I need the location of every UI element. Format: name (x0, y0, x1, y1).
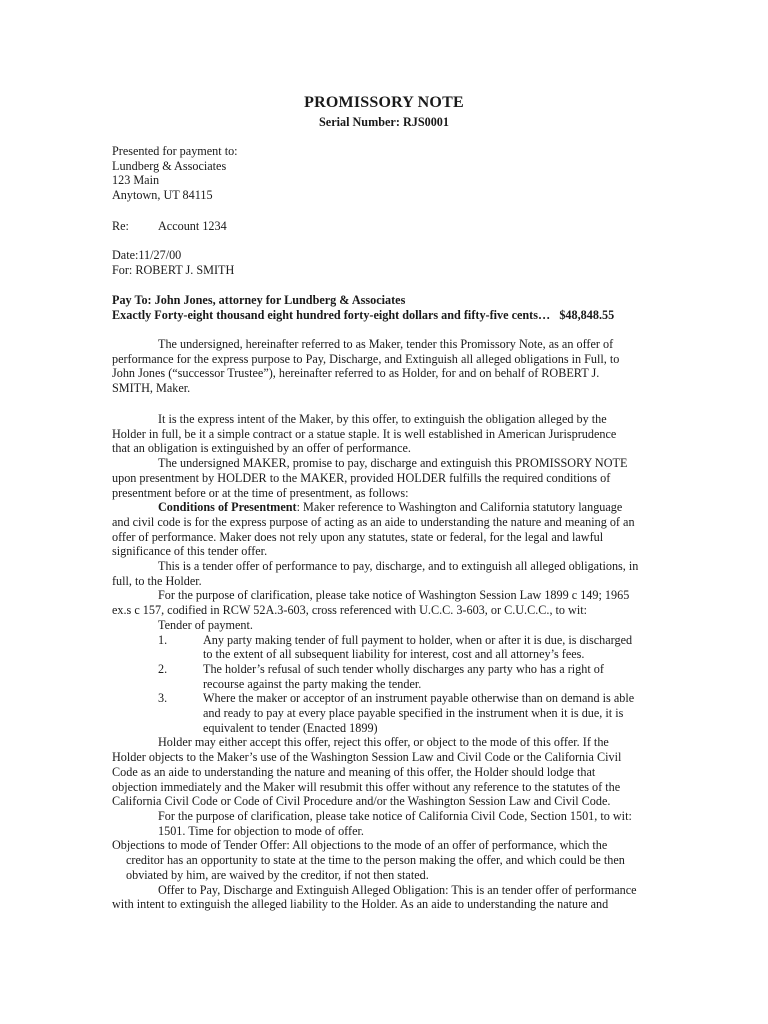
paragraph-line: objection immediately and the Maker will resubmit this offer without any reference to the statutes of the (112, 779, 621, 794)
list-item (112, 662, 657, 691)
paragraph-line: This is a tender offer of performance to pay, discharge, and to extinguish all alleged obligations, in (158, 559, 639, 574)
paragraph-line: with intent to extinguish the alleged liability to the Holder. As an aide to understanding the nature and (112, 897, 609, 912)
date-for-block (112, 248, 657, 277)
paragraph-line: that an obligation is extinguished by an offer of performance. (112, 441, 411, 456)
list-line: The holder’s refusal of such tender wholly discharges any party who has a right of (203, 661, 604, 676)
paragraph-line: Holder may either accept this offer, reject this offer, or object to the mode of this offer. If the (158, 735, 609, 750)
serial-number: Serial Number: RJS0001 (319, 115, 449, 129)
address-line: Anytown, UT 84115 (112, 188, 213, 203)
list-line: Any party making tender of full payment to holder, when or after it is due, is discharged (203, 632, 633, 647)
amount-words: Exactly Forty-eight thousand eight hundred forty-eight dollars and fifty-five cents… (112, 307, 551, 322)
document-title: PROMISSORY NOTE (304, 94, 464, 111)
paragraph-line: The undersigned MAKER, promise to pay, discharge and extinguish this PROMISSORY NOTE (158, 456, 628, 471)
paragraph-line (112, 500, 657, 515)
list-line: Where the maker or acceptor of an instrument payable otherwise than on demand is able (203, 691, 635, 706)
conditions-label: Conditions of Presentment (158, 500, 297, 515)
paragraph-line: presentment before or at the time of presentment, as follows: (112, 485, 409, 500)
paragraph-line: obviated by him, are waived by the creditor, if not then stated. (126, 867, 429, 882)
list-line: equivalent to tender (Enacted 1899) (203, 720, 378, 735)
address-line: 123 Main (112, 173, 160, 188)
list-item (112, 633, 657, 662)
re-line (112, 219, 657, 234)
paragraph-line: Offer to Pay, Discharge and Extinguish Alleged Obligation: This is an tender offer of performance (158, 882, 637, 897)
paragraph-line: offer of performance. Maker does not rely upon any statutes, state or federal, for the legal and lawful (112, 529, 604, 544)
paragraph-line: full, to the Holder. (112, 573, 202, 588)
pay-to-line: Pay To: John Jones, attorney for Lundberg & Associates (112, 293, 406, 307)
paragraph-line: John Jones (“successor Trustee”), hereinafter referred to as Holder, for and on behalf of ROBERT J. (112, 366, 600, 381)
date-line: Date:11/27/00 (112, 248, 182, 262)
list-item (112, 691, 657, 735)
paragraph-line: creditor has an opportunity to state at the time to the person making the offer, and which could be then (126, 853, 625, 868)
re-value: Account 1234 (158, 219, 227, 233)
presented-heading: Presented for payment to: (112, 144, 238, 158)
amount-line (112, 308, 657, 323)
paragraph-line: ex.s c 157, codified in RCW 52A.3-603, cross referenced with U.C.C. 3-603, or C.U.C.C., to wit: (112, 603, 588, 618)
paragraph-line: and civil code is for the express purpose of acting as an aide to understanding the nature and meaning of an (112, 514, 635, 529)
paragraph-maker-tender (112, 337, 657, 396)
paragraph-line: upon presentment by HOLDER to the MAKER, provided HOLDER fulfills the required conditions of (112, 470, 611, 485)
list-line: to the extent of all subsequent liability for interest, cost and all attorney’s fees. (203, 647, 585, 662)
paragraph-line: For the purpose of clarification, please take notice of Washington Session Law 1899 c 149; 1965 (158, 588, 630, 603)
paragraph-line: significance of this tender offer. (112, 544, 268, 559)
list-number: 2. (158, 661, 168, 676)
paragraph-line: performance for the express purpose to Pay, Discharge, and Extinguish all alleged obligations in Full, to (112, 351, 620, 366)
address-line: Lundberg & Associates (112, 158, 227, 173)
paragraph-line: Holder in full, be it a simple contract or a statue staple. It is well established in American Jurisprudence (112, 426, 617, 441)
paragraph-line: For the purpose of clarification, please take notice of California Civil Code, Section 1501, to wit: (158, 808, 632, 823)
list-line: recourse against the party making the tender. (203, 676, 422, 691)
conditions-text: : Maker reference to Washington and California statutory language (296, 500, 623, 515)
paragraph-express-intent (112, 412, 657, 912)
re-label: Re: (112, 219, 129, 233)
tender-heading: Tender of payment. (158, 617, 253, 632)
paragraph-line: Holder objects to the Maker’s use of the Washington Session Law and Civil Code or the California Civil (112, 750, 622, 765)
paragraph-line: California Civil Code or Code of Civil Procedure and/or the Washington Session Law and Civil Code. (112, 794, 611, 809)
pay-block (112, 293, 657, 322)
paragraph-line: 1501. Time for objection to mode of offer. (158, 823, 364, 838)
paragraph-line: Code as an aide to understanding the nature and meaning of this offer, the Holder should lodge that (112, 764, 596, 779)
paragraph-line: SMITH, Maker. (112, 381, 191, 396)
amount-value: $48,848.55 (559, 307, 615, 322)
paragraph-line: The undersigned, hereinafter referred to as Maker, tender this Promissory Note, as an offer of (158, 337, 614, 351)
for-line: For: ROBERT J. SMITH (112, 262, 235, 277)
paragraph-line: It is the express intent of the Maker, by this offer, to extinguish the obligation alleged by the (158, 412, 607, 426)
list-number: 1. (158, 632, 168, 647)
paragraph-line: Objections to mode of Tender Offer: All objections to the mode of an offer of performance, which the (112, 838, 608, 853)
list-line: and ready to pay at every place payable specified in the instrument when it is due, it is (203, 706, 624, 721)
presented-block (112, 144, 657, 203)
list-number: 3. (158, 691, 168, 706)
